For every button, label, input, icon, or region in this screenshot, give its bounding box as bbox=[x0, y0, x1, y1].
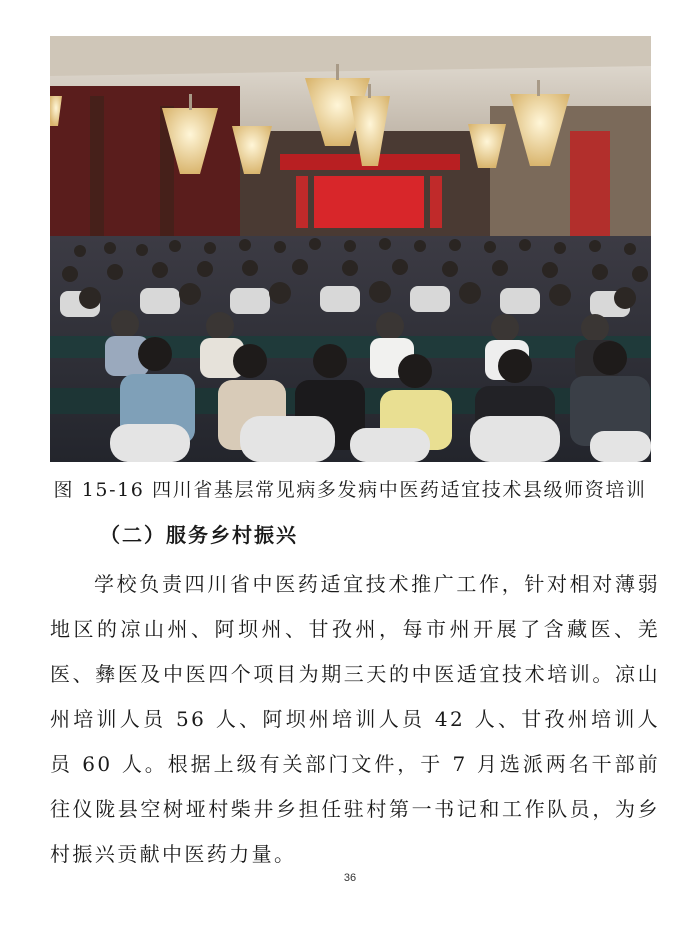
figure-caption: 图 15-16 四川省基层常见病多发病中医药适宜技术县级师资培训 bbox=[53, 479, 647, 501]
page-number: 36 bbox=[343, 872, 357, 884]
training-photo bbox=[50, 36, 651, 462]
body-paragraph: 学校负责四川省中医药适宜技术推广工作，针对相对薄弱地区的凉山州、阿坝州、甘孜州，每市州开展了含藏医、羌医、彝医及中医四个项目为期三天的中医适宜技术培训。凉山州培训人员 56 人、阿坝州培训人员 42 人、甘孜州培训人员 60 人。根据上级有关部门文件，于 7 月选派两名干部前往仪陇县空树垭村柴井乡担任驻村第一书记和工作队员，为乡村振兴贡献中医药力量。 bbox=[50, 572, 660, 866]
body-text bbox=[50, 562, 660, 877]
section-heading: （二）服务乡村振兴 bbox=[100, 523, 298, 547]
stage-screen bbox=[314, 176, 424, 228]
